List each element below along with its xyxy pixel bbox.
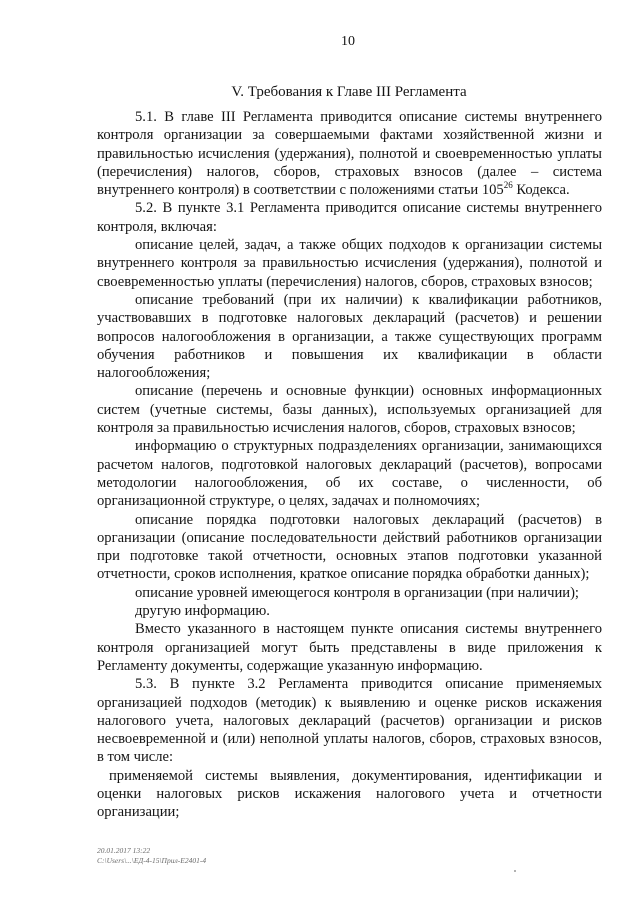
paragraph — [97, 108, 602, 199]
paragraph-text: 5.2. В пункте 3.1 Регламента приводится описание системы внутреннего контроля, включая: — [97, 200, 602, 235]
paragraph-text: 5.1. В главе III Регламента приводится описание системы внутреннего контроля организации за совершаемыми фактами хозяйственной жизни и правильностью исчисления (удержания), полнотой и своевременностью уплаты (перечисления) налогов, сборов, страховых взносов (далее – система внутреннего контроля) в соответствии с положениями статьи 105 — [97, 109, 602, 199]
section-heading: V. Требования к Главе III Регламента — [231, 84, 467, 100]
paragraph — [97, 511, 602, 584]
paragraph-text: информацию о структурных подразделениях организации, занимающихся расчетом налогов, подготовкой налоговых деклараций (расчетов), вопросами методологии налогообложения, об их составе, о численности, об организационной структуре, о целях, задачах и полномочиях; — [97, 438, 602, 510]
footer-stamp — [97, 846, 206, 866]
paragraph-text: Вместо указанного в настоящем пункте описания системы внутреннего контроля организацией могут быть представлены в виде приложения к Регламенту документы, содержащие указанную информацию. — [97, 621, 602, 674]
paragraph-text: описание порядка подготовки налоговых деклараций (расчетов) в организации (описание последовательности действий работников организации при подготовке такой отчетности, основных этапов подготовки указанной отчетности, сроков исполнения, краткое описание порядка обработки данных); — [97, 511, 602, 583]
paragraph — [97, 675, 602, 766]
paragraph — [97, 584, 602, 602]
paragraph-text: описание требований (при их наличии) к квалификации работников, участвовавших в подготовке налоговых деклараций (расчетов) и решении вопросов налогообложения в организации, а также существующих программ обучения работников и повышения их квалификации в области налогообложения; — [97, 291, 602, 382]
superscript: 26 — [503, 180, 513, 191]
paragraph-text: описание (перечень и основные функции) основных информационных систем (учетные системы, базы данных), используемых организацией для контроля за правильностью исчисления налогов, сборов, страховых взносов; — [97, 383, 602, 437]
paragraph-text-tail: Кодекса. — [512, 182, 570, 199]
paragraph-text: описание уровней имеющегося контроля в организации (при наличии); — [135, 584, 579, 601]
paragraph-text: описание целей, задач, а также общих подходов к организации системы внутреннего контроля за правильностью исчисления (удержания), полнотой и своевременностью уплаты (перечисления) налогов, сборов, страховых взносов; — [97, 237, 602, 290]
paragraph — [97, 437, 602, 510]
paragraph — [97, 767, 602, 822]
paragraph — [97, 620, 602, 675]
paragraph — [97, 199, 602, 236]
page-number: 10 — [341, 34, 355, 49]
footer-stamp-date: 20.01.2017 13:22 — [97, 846, 151, 855]
paragraph — [97, 602, 602, 620]
footer-stamp-path: С:\Users\...\ЕД-4-15\Прил-Е2401-4 — [97, 856, 207, 865]
paragraph — [97, 291, 602, 382]
scan-speck — [514, 870, 516, 872]
paragraph-text: 5.3. В пункте 3.2 Регламента приводится описание применяемых организацией подходов (методик) к выявлению и оценке рисков искажения налогового учета, налоговых деклараций (расчетов) организации и рисков несвоевременной и (или) неполной уплаты налогов, сборов, страховых взносов, в том числе: — [97, 676, 602, 766]
paragraph-text: другую информацию. — [135, 603, 270, 620]
paragraph — [97, 382, 602, 437]
body-text — [97, 108, 602, 822]
paragraph-text: применяемой системы выявления, документирования, идентификации и оценки налоговых рисков искажения налогового учета и отчетности организации; — [97, 767, 602, 821]
paragraph — [97, 236, 602, 291]
